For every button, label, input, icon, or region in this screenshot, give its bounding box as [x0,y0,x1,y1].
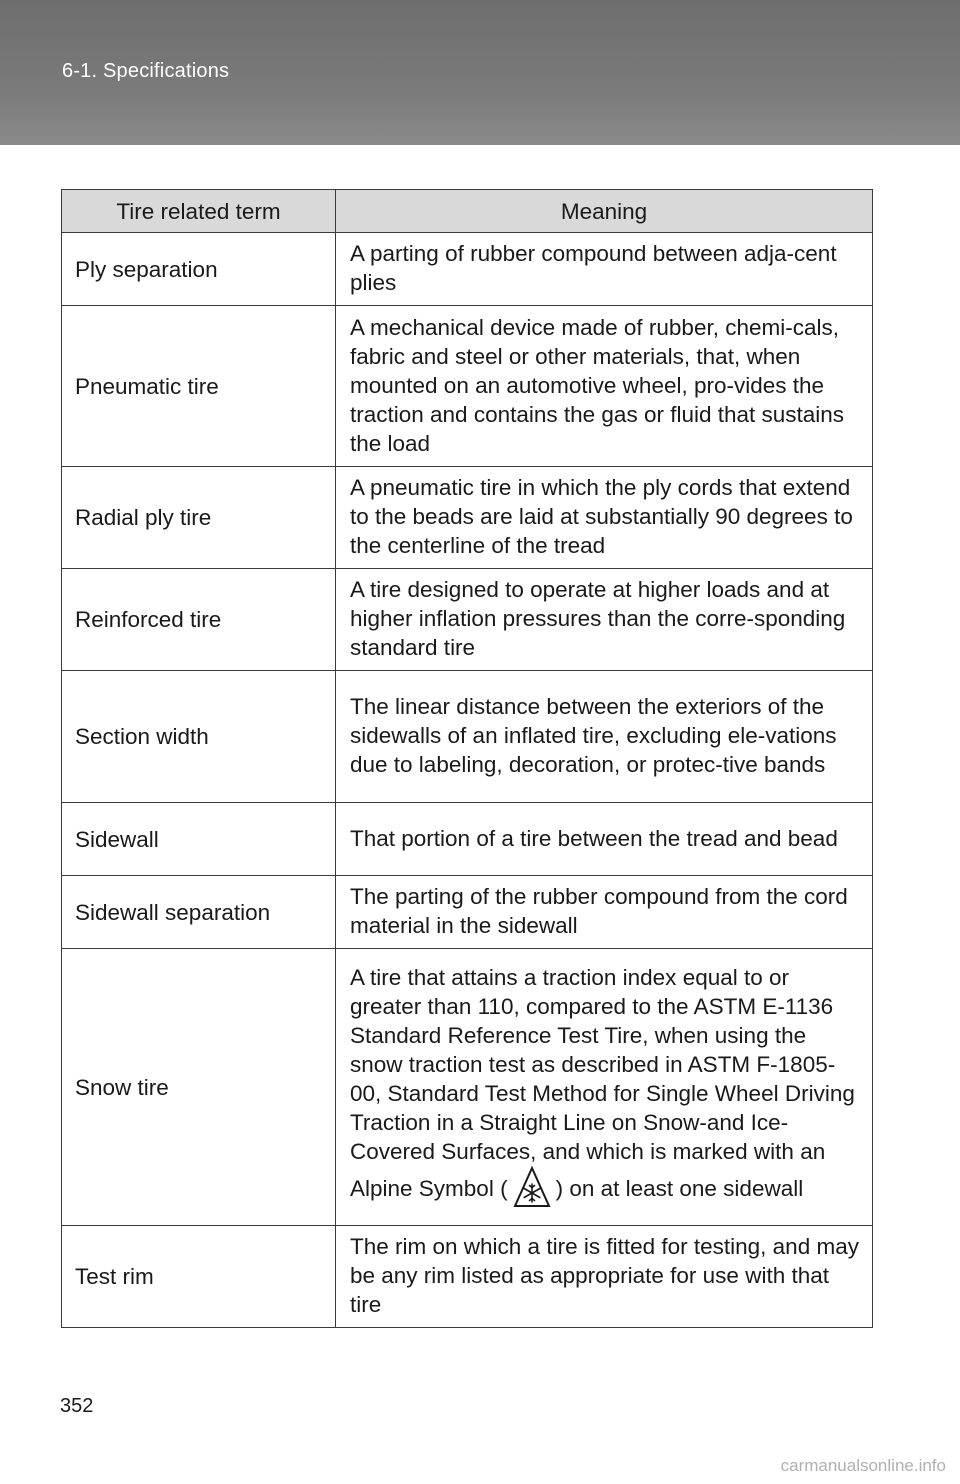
table-header-row [62,190,873,233]
table-row [62,467,873,569]
meaning-cell: A tire designed to operate at higher loads and at higher inflation pressures than the corre-sponding standard tire [336,569,873,671]
column-header-term: Tire related term [62,190,336,233]
term-cell: Pneumatic tire [62,306,336,467]
table-row [62,1226,873,1328]
meaning-cell: The parting of the rubber compound from the cord material in the sidewall [336,876,873,949]
meaning-text-after: ) on at least one sidewall [555,1175,804,1201]
term-cell: Reinforced tire [62,569,336,671]
header-band [0,0,960,145]
term-cell: Ply separation [62,233,336,306]
term-cell: Section width [62,671,336,803]
column-header-meaning: Meaning [336,190,873,233]
page-number: 352 [60,1395,94,1417]
term-cell: Snow tire [62,949,336,1226]
meaning-cell: That portion of a tire between the tread and bead [336,803,873,876]
table-row [62,569,873,671]
term-cell: Sidewall separation [62,876,336,949]
meaning-cell: A parting of rubber compound between adja-cent plies [336,233,873,306]
table-row [62,233,873,306]
watermark: carmanualsonline.info [780,1456,946,1475]
term-cell: Sidewall [62,803,336,876]
table-row [62,803,873,876]
meaning-cell: A mechanical device made of rubber, chemi-cals, fabric and steel or other materials, that, when mounted on an automotive wheel, pro-vides the traction and contains the gas or fluid that sustains the load [336,306,873,467]
table-row [62,876,873,949]
term-cell: Radial ply tire [62,467,336,569]
meaning-cell: The rim on which a tire is fitted for testing, and may be any rim listed as appropriate for use with that tire [336,1226,873,1328]
alpine-snowflake-icon [512,1166,552,1210]
table-row [62,949,873,1226]
tire-terms-table [61,189,873,1328]
term-cell: Test rim [62,1226,336,1328]
table-row [62,306,873,467]
table-row [62,671,873,803]
meaning-text-before: A tire that attains a traction index equal to or greater than 110, compared to the ASTM E-1136 Standard Reference Test Tire, when using the snow traction test as described in ASTM F-1805-00, Standard Test Method for Single Wheel Driving Traction in a Straight Line on Snow-and Ice-Covered Surfaces, and which is marked with an Alpine Symbol ( [350,964,855,1201]
meaning-cell: The linear distance between the exteriors of the sidewalls of an inflated tire, excluding ele-vations due to labeling, decoration, or protec-tive bands [336,671,873,803]
section-title: 6-1. Specifications [62,60,230,82]
meaning-cell [336,949,873,1226]
meaning-cell: A pneumatic tire in which the ply cords that extend to the beads are laid at substantially 90 degrees to the centerline of the tread [336,467,873,569]
